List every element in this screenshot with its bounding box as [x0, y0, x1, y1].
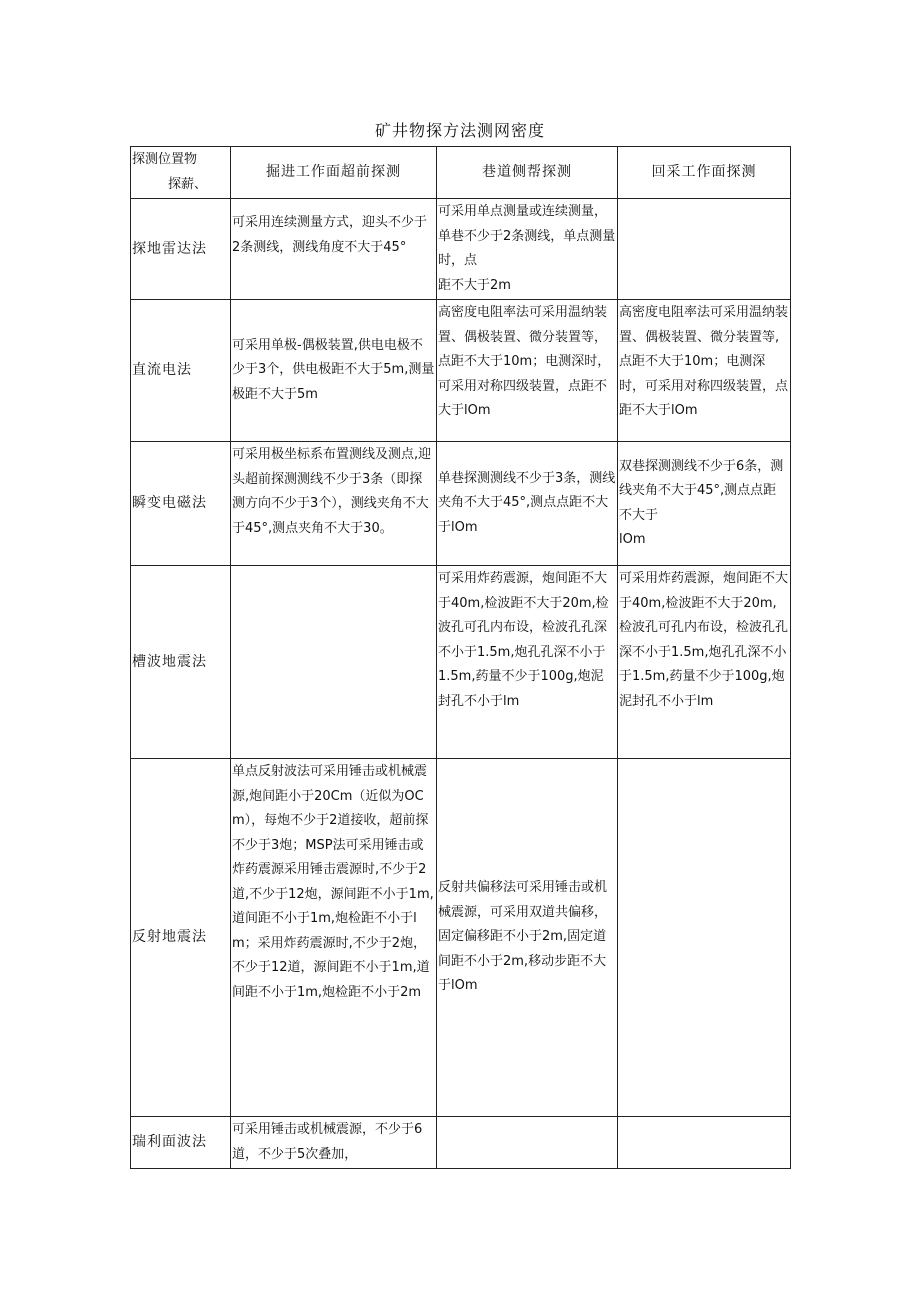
cell-channel-advance	[231, 566, 437, 759]
method-channel-wave: 槽波地震法	[131, 566, 231, 759]
cell-gpr-sidewall-line2: 距不大于2m	[438, 277, 511, 293]
table-row	[131, 199, 791, 300]
header-corner-cell	[131, 147, 231, 199]
cell-gpr-mining-face	[618, 199, 791, 300]
cell-rayleigh-sidewall	[437, 1117, 618, 1169]
cell-tem-mining-face-line1: 双巷探测测线不少于6条，测线夹角不大于45°,测点点距不大于	[619, 458, 784, 523]
table-row	[131, 759, 791, 1117]
cell-tem-advance: 可采用极坐标系布置测线及测点,迎头超前探测测线不少于3条（即探测方向不少于3个），测线夹角不大于45°,测点夹角不大于30。	[231, 442, 437, 566]
method-reflection-seismic: 反射地震法	[131, 759, 231, 1117]
table-row	[131, 1117, 791, 1169]
cell-channel-mining-face: 可采用炸药震源，炮间距不大于40m,检波距不大于20m,检波孔可孔内布设，检波孔孔深不小于1.5m,炮孔孔深不小于1.5m,药量不少于100g,炮泥封孔不小于lm	[618, 566, 791, 759]
table-row	[131, 300, 791, 442]
cell-reflection-sidewall: 反射共偏移法可采用锤击或机械震源，可采用双道共偏移，固定偏移距不小于2m,固定道间距不小于2m,移动步距不大于lOm	[437, 759, 618, 1117]
header-corner-line1: 探测位置物	[132, 152, 198, 167]
method-tem: 瞬变电磁法	[131, 442, 231, 566]
header-corner-line2: 探薪、	[168, 176, 208, 192]
cell-gpr-sidewall-line1: 可采用单点测量或连续测量，单巷不少于2条测线，单点测量时，点	[438, 204, 616, 268]
header-col-sidewall: 巷道侧帮探测	[437, 147, 618, 199]
header-row	[131, 147, 791, 199]
cell-gpr-advance: 可采用连续测量方式，迎头不少于2条测线，测线角度不大于45°	[231, 199, 437, 300]
cell-reflection-mining-face	[618, 759, 791, 1117]
survey-density-table	[130, 146, 791, 1169]
cell-gpr-sidewall	[437, 199, 618, 300]
table-row	[131, 442, 791, 566]
cell-dc-advance: 可采用单极-偶极装置,供电电极不少于3个，供电极距不大于5m,测量极距不大于5m	[231, 300, 437, 442]
method-dc-electric: 直流电法	[131, 300, 231, 442]
cell-tem-mining-face-line2: lOm	[619, 532, 646, 547]
cell-dc-mining-face: 高密度电阻率法可采用温纳装置、偶极装置、微分装置等,点距不大于10m；电测深时，可采用对称四级装置，点距不大于lOm	[618, 300, 791, 442]
cell-channel-sidewall: 可采用炸药震源，炮间距不大于40m,检波距不大于20m,检波孔可孔内布设，检波孔孔深不小于1.5m,炮孔孔深不小于1.5m,药量不少于100g,炮泥封孔不小于lm	[437, 566, 618, 759]
cell-reflection-advance: 单点反射波法可采用锤击或机械震源,炮间距小于20Cm（近似为OCm），每炮不少于2道接收，超前探不少于3炮；MSP法可采用锤击或炸药震源采用锤击震源时,不少于2道,不少于12炮，源间距不小于1m,道间距不小于1m,炮检距不小于lm；采用炸药震源时,不少于2炮，不少于12道，源间距不小于1m,道间距不小于1m,炮检距不小于2m	[231, 759, 437, 1117]
cell-tem-sidewall: 单巷探测测线不少于3条，测线夹角不大于45°,测点点距不大于lOm	[437, 442, 618, 566]
cell-rayleigh-mining-face	[618, 1117, 791, 1169]
method-gpr: 探地雷达法	[131, 199, 231, 300]
method-rayleigh-wave: 瑞利面波法	[131, 1117, 231, 1169]
cell-rayleigh-advance: 可采用锤击或机械震源，不少于6道，不少于5次叠加，	[231, 1117, 437, 1169]
header-col-advance: 掘进工作面超前探测	[231, 147, 437, 199]
document-title: 矿井物探方法测网密度	[374, 121, 545, 140]
table-row	[131, 566, 791, 759]
cell-dc-sidewall: 高密度电阻率法可采用温纳装置、偶极装置、微分装置等，点距不大于10m；电测深时，可采用对称四级装置，点距不大于lOm	[437, 300, 618, 442]
cell-tem-mining-face	[618, 442, 791, 566]
header-col-mining-face: 回采工作面探测	[618, 147, 791, 199]
